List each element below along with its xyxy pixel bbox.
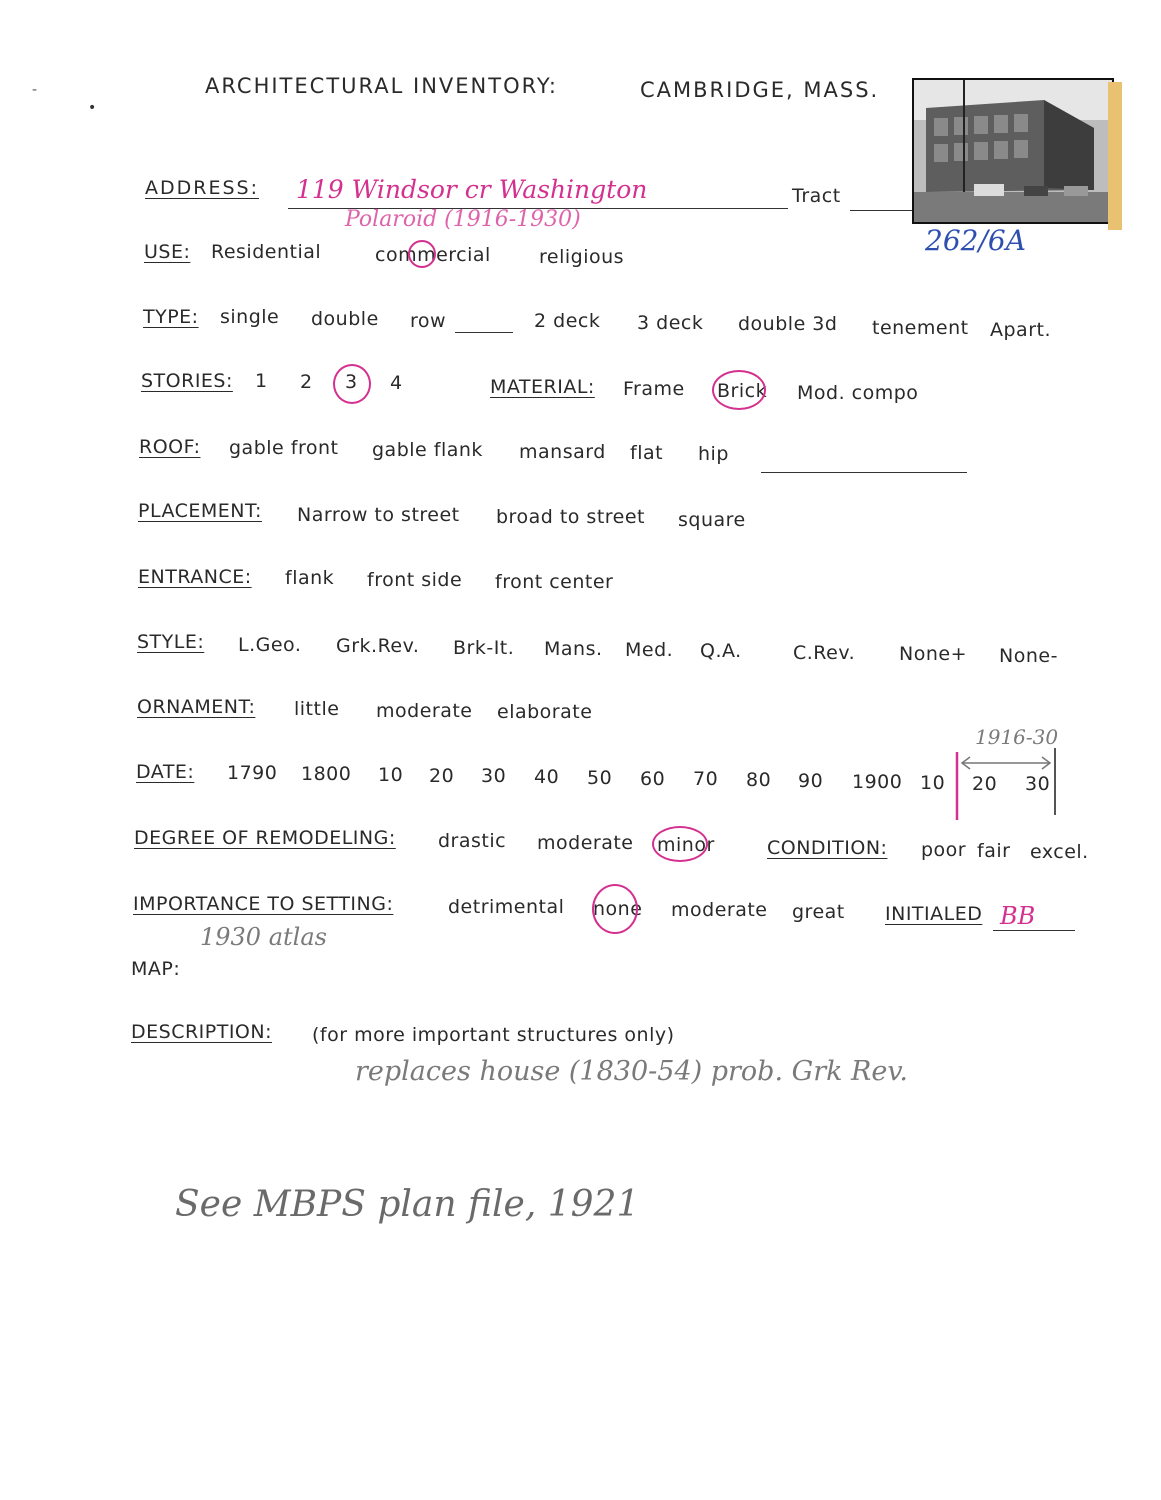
building-photo [912, 78, 1114, 224]
selection-circle [408, 240, 436, 268]
selection-circle [652, 826, 708, 862]
type-option-apart: Apart. [990, 319, 1052, 341]
date-option: 1900 [852, 771, 903, 793]
tract-line [850, 210, 912, 211]
roof-label: ROOF: [139, 436, 201, 458]
date-option: 50 [587, 767, 613, 789]
placement-label: PLACEMENT: [138, 500, 262, 522]
style-option-brk-it: Brk-It. [453, 637, 515, 659]
importance-option-moderate: moderate [671, 899, 768, 921]
initialed-value: BB [1000, 902, 1036, 930]
style-option-none-plus: None+ [899, 643, 967, 665]
style-label: STYLE: [137, 631, 205, 653]
date-option: 10 [920, 772, 946, 794]
entrance-label: ENTRANCE: [138, 566, 252, 588]
ornament-option-elaborate: elaborate [497, 701, 593, 723]
date-option: 90 [798, 770, 824, 792]
map-value: 1930 atlas [200, 923, 327, 951]
use-option-religious: religious [539, 246, 625, 268]
type-option-row: row [410, 310, 447, 332]
placement-option-narrow: Narrow to street [297, 504, 460, 526]
material-option-mod-compo: Mod. compo [797, 382, 919, 404]
style-option-mans: Mans. [544, 638, 603, 660]
address-note: Polaroid (1916-1930) [345, 207, 581, 232]
date-annotation: 1916-30 [975, 725, 1059, 749]
description-text: replaces house (1830-54) prob. Grk Rev. [355, 1056, 908, 1087]
date-label: DATE: [136, 761, 195, 783]
use-label: USE: [144, 241, 191, 263]
remodeling-option-minor: minor [657, 834, 715, 856]
stories-option-3: 3 [345, 371, 358, 393]
condition-option-poor: poor [921, 839, 967, 861]
selection-circle [333, 364, 371, 404]
type-option-2-deck: 2 deck [534, 310, 601, 332]
tape-strip [1108, 82, 1122, 230]
address-label: ADDRESS: [145, 177, 259, 199]
type-option-single: single [220, 306, 280, 328]
description-note: See MBPS plan file, 1921 [175, 1184, 640, 1225]
map-label: MAP: [131, 958, 181, 980]
roof-option-gable-front: gable front [229, 437, 339, 459]
remodeling-option-drastic: drastic [438, 830, 507, 852]
date-option: 70 [693, 768, 719, 790]
type-option-tenement: tenement [872, 317, 969, 339]
entrance-option-flank: flank [285, 567, 335, 589]
date-option: 10 [378, 764, 404, 786]
style-option-none-minus: None- [999, 645, 1058, 667]
condition-label: CONDITION: [767, 837, 888, 859]
initialed-line [993, 930, 1075, 931]
stories-option-4: 4 [390, 372, 403, 394]
condition-option-fair: fair [977, 840, 1011, 862]
tract-value: 262/6A [925, 224, 1026, 257]
use-option-commercial: commercial [375, 244, 491, 266]
placement-option-broad: broad to street [496, 506, 646, 528]
stray-mark: • [88, 100, 97, 116]
entrance-option-front-center: front center [495, 571, 614, 593]
date-option: 1790 [227, 762, 278, 784]
style-option-med: Med. [625, 639, 674, 661]
roof-option-gable-flank: gable flank [372, 439, 483, 461]
material-label: MATERIAL: [490, 376, 595, 398]
date-option: 60 [640, 768, 666, 790]
ornament-option-little: little [294, 698, 340, 720]
type-option-double: double [311, 308, 379, 330]
date-option: 30 [481, 765, 507, 787]
type-option-double-3d: double 3d [738, 313, 838, 335]
ornament-label: ORNAMENT: [137, 696, 256, 718]
style-option-grk-rev: Grk.Rev. [336, 635, 420, 657]
type-label: TYPE: [143, 306, 199, 328]
description-instruction: (for more important structures only) [312, 1024, 675, 1046]
placement-option-square: square [678, 509, 746, 531]
stories-option-1: 1 [255, 370, 268, 392]
description-label: DESCRIPTION: [131, 1021, 273, 1043]
date-option: 40 [534, 766, 560, 788]
remodeling-option-moderate: moderate [537, 832, 634, 854]
material-option-frame: Frame [623, 378, 685, 400]
stories-label: STORIES: [141, 370, 233, 392]
style-option-q-a: Q.A. [700, 640, 742, 662]
material-option-brick: Brick [717, 380, 768, 402]
date-option: 30 [1025, 773, 1051, 795]
condition-option-excel: excel. [1030, 841, 1089, 863]
use-option-residential: Residential [211, 241, 322, 263]
initialed-label: INITIALED [885, 903, 983, 925]
form-title: ARCHITECTURAL INVENTORY: [205, 74, 558, 98]
selection-circle [712, 370, 766, 410]
entrance-option-front-side: front side [367, 569, 463, 591]
date-option: 80 [746, 769, 772, 791]
roof-option-flat: flat [630, 442, 664, 464]
stories-option-2: 2 [300, 371, 313, 393]
type-option-3-deck: 3 deck [637, 312, 704, 334]
stray-mark: - [32, 82, 38, 98]
roof-option-hip: hip [698, 443, 729, 465]
ornament-option-moderate: moderate [376, 700, 473, 722]
building-photo-image [914, 80, 1112, 222]
form-location: CAMBRIDGE, MASS. [640, 78, 880, 102]
date-option: 1800 [301, 763, 352, 785]
importance-label: IMPORTANCE TO SETTING: [133, 893, 394, 915]
selection-circle [592, 884, 638, 934]
importance-option-detrimental: detrimental [448, 896, 565, 918]
date-option: 20 [972, 773, 998, 795]
remodeling-label: DEGREE OF REMODELING: [134, 827, 396, 849]
roof-blank-line [761, 472, 967, 473]
style-option-l-geo: L.Geo. [238, 634, 302, 656]
date-option: 20 [429, 765, 455, 787]
importance-option-great: great [792, 901, 845, 923]
address-value: 119 Windsor cr Washington [296, 175, 648, 204]
tract-label: Tract [792, 185, 841, 207]
importance-option-none: none [593, 898, 643, 920]
style-option-c-rev: C.Rev. [793, 642, 856, 664]
roof-option-mansard: mansard [519, 441, 606, 463]
type-blank-line [455, 332, 513, 333]
